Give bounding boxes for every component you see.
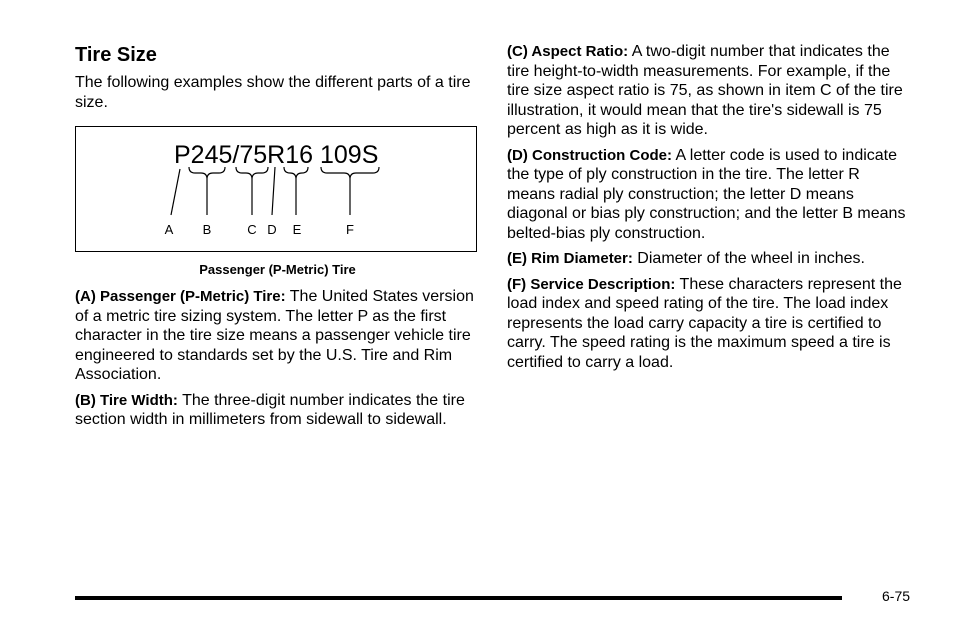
- definition-b-text: The three-digit number indicates the tire section width in millimeters from sidewall to sidewall.: [75, 391, 465, 428]
- definition-f: [507, 275, 907, 373]
- label-d: D: [267, 222, 277, 237]
- definition-e-text: Diameter of the wheel in inches.: [632, 250, 865, 267]
- bracket-lines: [171, 167, 379, 215]
- intro-paragraph: The following examples show the different parts of a tire size.: [75, 74, 471, 111]
- tire-code-part2: 109S: [320, 141, 379, 169]
- definition-a-text: The United States version of a metric tire sizing system. The letter P as the first character in the tire size means a passenger vehicle tire engineered to standards set by the U.S. Tire and Rim Association.: [75, 288, 474, 383]
- label-c: C: [247, 222, 257, 237]
- tire-size-figure: [75, 126, 477, 252]
- label-b: B: [202, 222, 212, 237]
- definition-a: [75, 287, 480, 385]
- term-f: (F) Service Description:: [507, 275, 676, 293]
- leader-a: [171, 169, 180, 215]
- leader-d: [272, 167, 275, 215]
- figure-caption: Passenger (P-Metric) Tire: [199, 262, 356, 277]
- definition-d-text: A letter code is used to indicate the type of ply construction in the tire. The letter R means radial ply construction; the letter D means diagonal or bias ply construction; and the letter B means belted-bias ply construction.: [507, 146, 906, 242]
- term-a: (A) Passenger (P-Metric) Tire:: [75, 288, 286, 305]
- page-number: 6-75: [882, 588, 911, 604]
- term-d: (D) Construction Code:: [507, 146, 672, 164]
- term-b: (B) Tire Width:: [75, 391, 178, 409]
- section-heading: Tire Size: [75, 44, 157, 66]
- definition-d: [507, 146, 907, 244]
- definition-c-text: A two-digit number that indicates the tire height-to-width measurements. For example, if the tire size aspect ratio is 75, as shown in item C of the tire illustration, it would mean that the tire's sidewall is 75 percent as high as it is wide.: [507, 43, 903, 138]
- definition-b: [75, 391, 480, 430]
- tire-size-diagram: [76, 127, 478, 253]
- left-column: [75, 40, 480, 436]
- footer-rule: [75, 596, 842, 600]
- label-a: A: [164, 222, 174, 237]
- term-e: (E) Rim Diameter:: [507, 250, 633, 267]
- label-f: F: [346, 222, 354, 237]
- definition-c: [507, 42, 907, 140]
- definition-e: [507, 249, 907, 269]
- right-column: [507, 42, 907, 378]
- definition-f-text: These characters represent the load index and speed rating of the tire. The load index represents the load carry capacity a tire is certified to carry. The speed rating is the maximum speed a tire is certified to carry a load.: [507, 275, 902, 371]
- tire-code-part1: P245/75R16: [174, 141, 314, 169]
- label-e: E: [292, 222, 302, 237]
- term-c: (C) Aspect Ratio:: [507, 43, 629, 60]
